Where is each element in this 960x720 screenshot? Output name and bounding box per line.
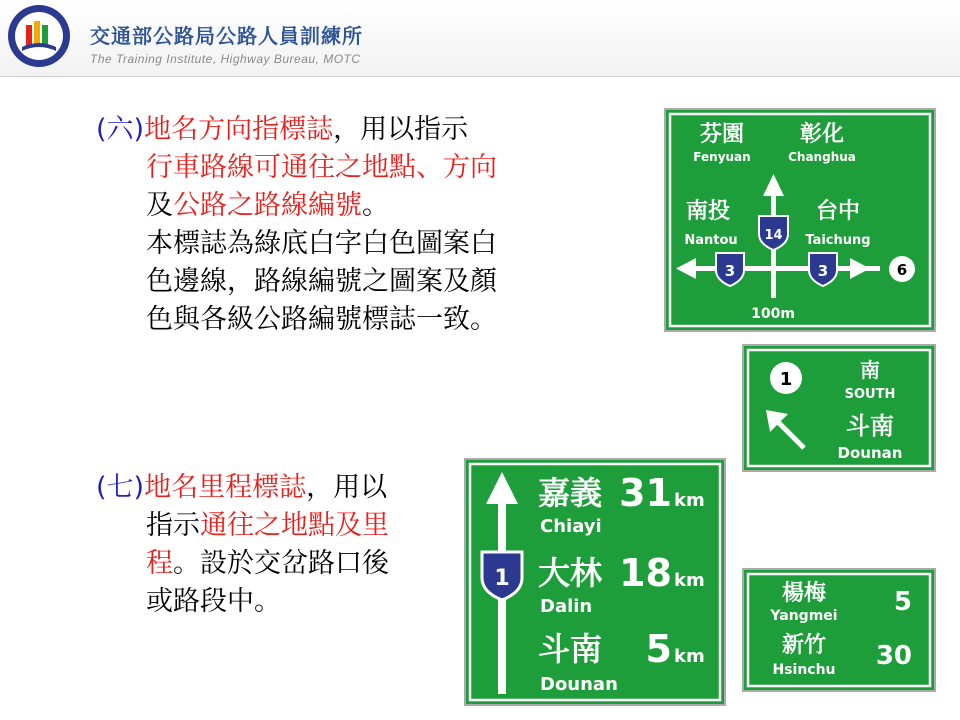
section6-line2: 行車路線可通往之地點、方向 xyxy=(146,152,497,183)
sign1-top-right-en: Changhua xyxy=(788,150,856,164)
svg-text:斗南: 斗南 xyxy=(538,630,603,668)
svg-text:5: 5 xyxy=(893,587,912,617)
svg-text:18: 18 xyxy=(619,551,672,595)
sign3-route-shield-icon xyxy=(482,552,522,600)
section7-marker: (七) xyxy=(96,472,145,503)
section6-marker: (六) xyxy=(96,114,145,145)
svg-text:大林: 大林 xyxy=(538,554,603,592)
sign1-route-shield-left-icon xyxy=(716,253,744,286)
svg-text:新竹: 新竹 xyxy=(781,633,827,658)
sign1-left-zh: 南投 xyxy=(685,199,731,224)
section6-line5: 色邊線，路線編號之圖案及顏 xyxy=(146,266,497,297)
sign2-direction-en: SOUTH xyxy=(844,387,896,402)
sign1-top-left-zh: 芬園 xyxy=(699,122,745,147)
sign1-top-left-en: Fenyuan xyxy=(693,150,751,164)
sign1-route-shield-right-icon xyxy=(809,253,837,286)
svg-text:Chiayi: Chiayi xyxy=(540,516,602,537)
svg-text:30: 30 xyxy=(875,641,912,671)
svg-text:Dalin: Dalin xyxy=(540,596,593,617)
svg-text:Hsinchu: Hsinchu xyxy=(772,662,836,678)
section6-line6: 色與各級公路編號標誌一致。 xyxy=(146,304,497,335)
sign1-right-zh: 台中 xyxy=(815,199,861,224)
sign1-county-route-icon xyxy=(889,256,915,282)
section7-line1: (七)地名里程標誌，用以 xyxy=(96,472,388,503)
org-title: 交通部公路局公路人員訓練所 xyxy=(90,24,363,48)
sign1-route-shield-center-icon xyxy=(759,216,788,250)
org-subtitle: The Training Institute, Highway Bureau, MOTC xyxy=(90,52,361,66)
svg-text:Yangmei: Yangmei xyxy=(770,608,838,624)
section7-line4: 或路段中。 xyxy=(146,586,281,617)
svg-text:嘉義: 嘉義 xyxy=(538,474,603,512)
institute-logo-icon xyxy=(6,3,72,69)
section7-line3: 程。設於交岔路口後 xyxy=(146,548,389,579)
sign2-route-badge-icon xyxy=(770,362,802,394)
distance-sign-route1 xyxy=(464,458,726,706)
sign2-place-zh: 斗南 xyxy=(846,412,894,440)
svg-text:3: 3 xyxy=(817,262,829,280)
direction-sign xyxy=(664,108,936,332)
svg-text:km: km xyxy=(674,490,705,511)
south-direction-sign xyxy=(742,344,936,472)
svg-text:Dounan: Dounan xyxy=(540,674,618,695)
svg-text:楊梅: 楊梅 xyxy=(781,581,827,606)
sign2-place-en: Dounan xyxy=(837,444,903,462)
svg-text:6: 6 xyxy=(896,261,908,279)
section6-line1: (六)地名方向指標誌，用以指示 xyxy=(96,114,469,145)
svg-text:1: 1 xyxy=(494,566,510,591)
svg-text:3: 3 xyxy=(724,262,736,280)
section6-line4: 本標誌為綠底白字白色圖案白 xyxy=(146,228,497,259)
distance-sign-yangmei xyxy=(742,568,936,692)
svg-text:31: 31 xyxy=(619,471,672,515)
svg-text:1: 1 xyxy=(779,369,793,390)
section7-line2: 指示通往之地點及里 xyxy=(146,510,389,541)
svg-text:km: km xyxy=(674,570,705,591)
svg-text:14: 14 xyxy=(764,228,783,243)
section6-line3: 及公路之路線編號。 xyxy=(146,190,389,221)
sign1-left-en: Nantou xyxy=(684,233,738,248)
svg-text:km: km xyxy=(674,646,705,667)
svg-text:5: 5 xyxy=(645,627,672,671)
sign1-distance: 100m xyxy=(751,306,795,322)
sign2-direction-zh: 南 xyxy=(860,358,880,382)
sign1-top-right-zh: 彰化 xyxy=(799,122,845,147)
sign1-right-en: Taichung xyxy=(805,233,871,248)
header-bar xyxy=(0,0,960,77)
